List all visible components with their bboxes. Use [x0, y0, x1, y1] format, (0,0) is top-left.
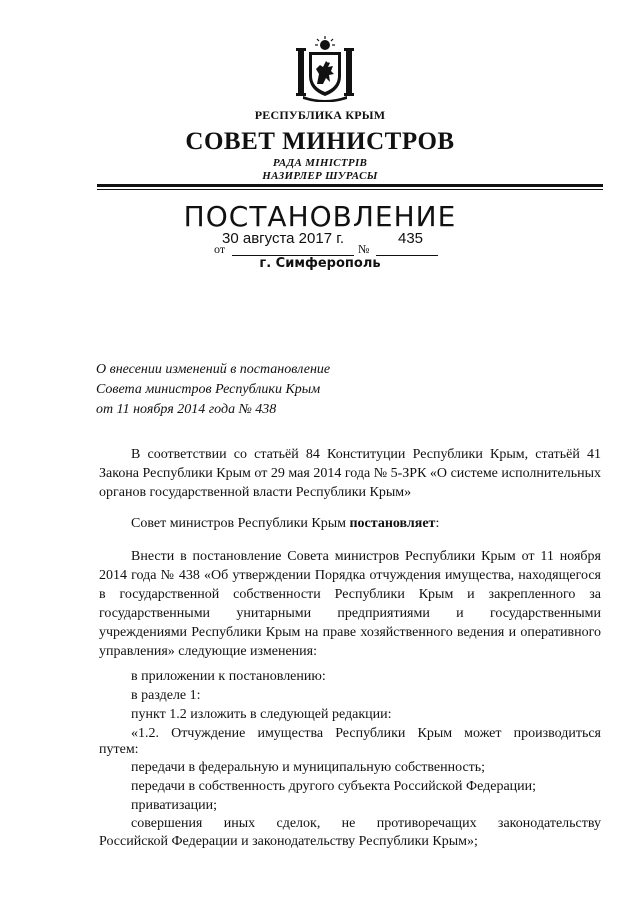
- list-item: путем:: [99, 742, 139, 757]
- date-prefix-label: от: [214, 242, 226, 256]
- council-title-crimean-tatar: НАЗИРЛЕР ШУРАСЫ: [262, 170, 378, 182]
- list-item: передачи в собственность другого субъекта Российской Федерации;: [131, 779, 537, 794]
- list-item: приватизации;: [131, 798, 217, 813]
- council-of-ministers-title: СОВЕТ МИНИСТРОВ: [185, 128, 455, 155]
- list-item: совершения иных сделок, не противоречащих законодательству: [131, 816, 601, 831]
- number-sign-label: №: [358, 242, 370, 256]
- city-line: г. Симферополь: [259, 256, 381, 271]
- resolution-colon: :: [435, 516, 440, 531]
- council-title-ukrainian: РАДА МІНІСТРІВ: [272, 157, 368, 169]
- resolution-verb: постановляет: [349, 516, 436, 531]
- list-item: пункт 1.2 изложить в следующей редакции:: [131, 707, 392, 722]
- subject-line: от 11 ноября 2014 года № 438: [96, 402, 277, 417]
- resolution-text: Совет министров Республики Крым: [131, 516, 350, 531]
- header-rule-thin: [97, 189, 603, 190]
- republic-name: РЕСПУБЛИКА КРЫМ: [254, 108, 386, 122]
- subject-line: О внесении изменений в постановление: [96, 362, 331, 377]
- amendment-paragraph: Внести в постановление Совета министров Республики Крым от 11 ноября 2014 года № 438 «Об утверждении Порядка отчуждения имущества, находящегося в государственной собственности Республики Крым и закрепленного за государственными унитарными предприятиями и государственными учреждениями Республики Крым на праве хозяйственного ведения и оперативного управления» следующие изменения:: [99, 549, 601, 659]
- document-type: ПОСТАНОВЛЕНИЕ: [183, 200, 457, 233]
- document-subject: [96, 360, 330, 420]
- header-rule-thick: [97, 184, 603, 187]
- resolution-paragraph: [99, 514, 601, 533]
- list-item: Российской Федерации и законодательству Республики Крым»;: [99, 834, 478, 849]
- crimea-coat-of-arms-emblem: [295, 36, 355, 102]
- list-item: передачи в федеральную и муниципальную собственность;: [131, 760, 486, 775]
- document-number: 435: [398, 230, 424, 247]
- subject-line: Совета министров Республики Крым: [96, 382, 321, 397]
- list-item: в приложении к постановлению:: [131, 669, 326, 684]
- list-item: «1.2. Отчуждение имущества Республики Крым может производиться: [131, 726, 601, 741]
- list-item: в разделе 1:: [131, 688, 201, 703]
- preamble-paragraph: В соответствии со статьёй 84 Конституции Республики Крым, статьёй 41 Закона Республики Крым от 29 мая 2014 года № 5-ЗРК «О системе исполнительных органов государственной власти Республики Крым»: [99, 447, 601, 500]
- document-date: 30 августа 2017 г.: [222, 230, 345, 247]
